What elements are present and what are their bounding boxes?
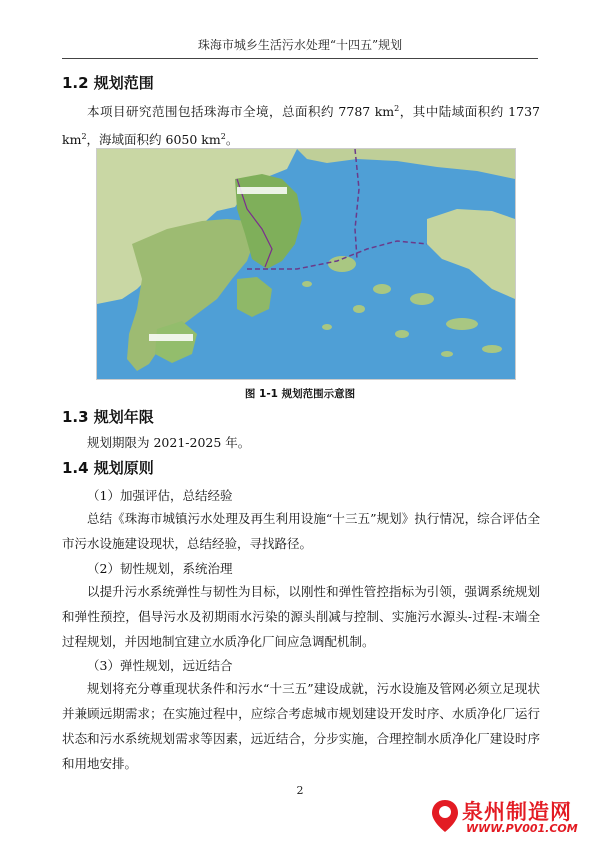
map-island-5 [446,318,478,330]
map-svg [97,149,515,379]
section-heading-1-2: 1.2 规划范围 [62,74,154,92]
principle-paragraph-1: 总结《珠海市城镇污水处理及再生利用设施“十三五”规划》执行情况，综合评估全市污水设施建设现状，总结经验，寻找路径。 [62,511,540,551]
principle-paragraph-3: 规划将充分尊重现状条件和污水“十三五”建设成就，污水设施及管网必须立足现状并兼顾远期需求；在实施过程中，应综合考虑城市规划建设开发时序、水质净化厂运行状态和污水系统规划需求等因素，远近结合，分步实施，合理控制水质净化厂建设时序和用地安排。 [62,681,540,771]
map-island-10 [441,351,453,357]
map-island-7 [322,324,332,330]
principle-paragraph-2: 以提升污水系统弹性与韧性为目标，以刚性和弹性管控指标为引领，强调系统规划和弹性预控，倡导污水及初期雨水污染的源头削减与控制、实施污水源头-过程-末端全过程规划，并因地制宜建立水质净化厂间应急调配机制。 [62,584,540,649]
planning-scope-map [96,148,516,380]
page-header [62,36,538,59]
section-heading-1-4: 1.4 规划原则 [62,459,154,477]
figure-caption: 图 1-1 规划范围示意图 [244,388,356,400]
map-label-box-west [149,334,193,341]
map-island-2 [373,284,391,294]
watermark-site-name: 泉州制造网 [462,800,572,824]
principle-item-3: （3）弹性规划，远近结合 [87,658,233,673]
principle-item-1: （1）加强评估，总结经验 [87,488,233,503]
map-island-4 [353,305,365,313]
map-island-3 [410,293,434,305]
watermark [430,794,600,842]
principle-item-2: （2）韧性规划，系统治理 [87,561,233,576]
period-paragraph: 规划期限为 2021-2025 年。 [87,435,251,450]
scope-paragraph: 本项目研究范围包括珠海市全境，总面积约 7787 $km^2$，其中陆域面积约 1737 $km^2$，海域面积约 6050 $km^2$。 [62,104,540,148]
map-island-6 [395,330,409,338]
map-island-8 [482,345,502,353]
header-title: 珠海市城乡生活污水处理“十四五”规划 [197,38,403,52]
watermark-logo-icon [430,798,460,834]
page-number: 2 [296,784,304,797]
map-label-box-north [237,187,287,194]
section-heading-1-3: 1.3 规划年限 [62,408,154,426]
watermark-url: WWW.PV001.COM [466,822,578,835]
map-island-9 [302,281,312,287]
